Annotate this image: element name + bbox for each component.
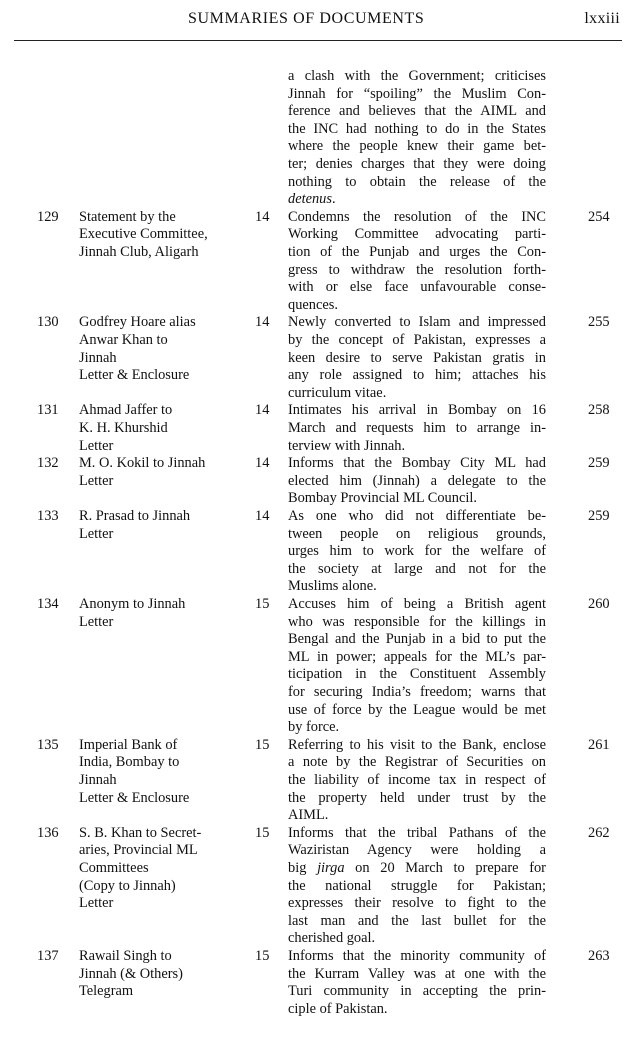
summary-line: a note by the Registrar of Securities on [288,754,546,771]
header-page-number: lxxiii [584,10,620,27]
entry-date: 14 [255,208,270,225]
entry-date: 14 [255,455,270,472]
header-rule [14,40,622,41]
summary-line: March and requests him to arrange in- [288,419,546,436]
entry-title-line: Anonym to Jinnah [79,595,186,612]
entry-title [79,596,249,631]
summary-line: by the concept of Pakistan, expresses a [288,331,546,348]
summary-line: Turi community in accepting the prin- [288,983,546,1000]
entry-title-line: Jinnah [79,771,117,788]
summary-line: Referring to his visit to the Bank, enclose [288,736,546,753]
summary-line: any role assigned to him; attaches his [288,367,546,384]
entry-page: 262 [588,824,610,841]
entry-date: 14 [255,314,270,331]
entry-title-line: Ahmad Jaffer to [79,402,173,419]
entry-number: 130 [37,314,59,331]
summary-line: ticipation in the Constituent Assembly [288,666,546,683]
entry-summary [288,209,546,315]
entry-title [79,948,249,1001]
entry-summary [288,508,546,596]
entry-title-line: Letter [79,525,114,542]
continued-summary [288,68,546,209]
summary-line: ML in power; appeals for the ML’s par- [288,648,546,665]
entry-page: 261 [588,736,610,753]
summary-line: the society at large and not for the [288,560,546,577]
entry-title-line: (Copy to Jinnah) [79,877,176,894]
header-title: SUMMARIES OF DOCUMENTS [188,10,425,27]
summary-line: Intimates his arrival in Bombay on 16 [288,402,546,419]
summary-line: the liability of income tax in respect of [288,771,546,788]
entry-title [79,825,249,913]
entry-number: 133 [37,507,59,524]
entry-date: 14 [255,402,270,419]
summary-line: detenus. [288,191,336,208]
entry-title-line: K. H. Khurshid [79,419,168,436]
document-entry [0,948,634,1018]
document-entry [0,455,634,508]
document-entry [0,209,634,315]
entry-date: 14 [255,507,270,524]
entry-number: 134 [37,595,59,612]
summary-line: terview with Jinnah. [288,437,406,454]
summary-line: expresses their resolve to fight to the [288,895,546,912]
entry-page: 255 [588,314,610,331]
entry-title-line: Letter [79,895,114,912]
continuation-row [0,68,634,209]
document-entry [0,508,634,596]
entry-title [79,209,249,262]
summary-line: quences. [288,296,338,313]
entry-number: 136 [37,824,59,841]
summary-line: tween people on religious grounds, [288,525,546,542]
summary-line: with or else face unfavourable conse- [288,279,546,296]
entry-page: 260 [588,595,610,612]
entry-summary [288,402,546,455]
summary-line: Working Committee advocating parti- [288,226,546,243]
summary-line: Condemns the resolution of the INC [288,208,546,225]
summary-line: the INC had nothing to do in the States [288,120,546,137]
summary-line: AIML. [288,807,329,824]
entry-title [79,314,249,384]
entry-title-line: Executive Committee, [79,226,208,243]
summary-line: who was responsible for the killings in [288,613,546,630]
document-entry [0,314,634,402]
document-summary-table [0,68,634,1018]
entry-title-line: M. O. Kokil to Jinnah [79,455,206,472]
summary-line: the Kurram Valley was at one with the [288,965,546,982]
summary-line: Newly converted to Islam and impressed [288,314,546,331]
summary-line: As one who did not differentiate be- [288,507,546,524]
entry-title-line: Letter [79,437,114,454]
entry-number: 131 [37,402,59,419]
summary-line: cherished goal. [288,930,376,947]
entry-date: 15 [255,824,270,841]
entry-page: 263 [588,947,610,964]
summary-line: the national struggle for Pakistan; [288,877,546,894]
entry-page: 258 [588,402,610,419]
summary-line: gress to withdraw the resolution forth- [288,261,546,278]
entry-summary [288,737,546,825]
document-entry [0,402,634,455]
entry-number: 137 [37,947,59,964]
document-entry [0,825,634,948]
document-entry [0,737,634,825]
entry-title-line: Letter & Enclosure [79,789,190,806]
entry-date: 15 [255,736,270,753]
entry-title [79,508,249,543]
summary-line: keen desire to serve Pakistan gratis in [288,349,546,366]
entry-date: 15 [255,595,270,612]
summary-line: Informs that the minority community of [288,947,546,964]
entry-title-line: Telegram [79,983,134,1000]
summary-line: Jinnah for “spoiling” the Muslim Con- [288,85,546,102]
entry-date: 15 [255,947,270,964]
summary-line: a clash with the Government; criticises [288,68,546,84]
entry-summary [288,948,546,1018]
entry-title-line: Letter & Enclosure [79,367,190,384]
entry-summary [288,455,546,508]
entry-title-line: Letter [79,613,114,630]
entry-title-line: Godfrey Hoare alias [79,314,196,331]
summary-line: big jirga on 20 March to prepare for [288,859,546,876]
summary-line: Waziristan Agency were holding a [288,842,546,859]
entry-title-line: India, Bombay to [79,754,180,771]
entry-title-line: Anwar Khan to [79,331,168,348]
entry-number: 135 [37,736,59,753]
summary-line: urges him to work for the welfare of [288,543,546,560]
entry-title [79,455,249,490]
entry-summary [288,825,546,948]
entry-title [79,737,249,807]
summary-line: curriculum vitae. [288,384,387,401]
entry-title-line: Letter [79,472,114,489]
entry-title-line: Statement by the [79,208,176,225]
entry-title-line: Jinnah Club, Aligarh [79,243,199,260]
entry-number: 132 [37,455,59,472]
entry-title-line: Rawail Singh to [79,947,172,964]
summary-line: ciple of Pakistan. [288,1000,388,1017]
running-header [18,10,620,34]
entry-number: 129 [37,208,59,225]
entry-summary [288,314,546,402]
summary-line: where the people knew their game bet- [288,138,546,155]
entry-summary [288,596,546,737]
document-entry [0,596,634,737]
entry-page: 254 [588,208,610,225]
entry-title-line: Jinnah [79,349,117,366]
summary-line: Informs that the Bombay City ML had [288,455,546,472]
entry-page: 259 [588,455,610,472]
entry-page: 259 [588,507,610,524]
entry-title-line: S. B. Khan to Secret- [79,824,202,841]
summary-line: Informs that the tribal Pathans of the [288,824,546,841]
summary-line: the property held under trust by the [288,789,546,806]
summary-line: use of force by the League would be met [288,701,546,718]
summary-line: for securing India’s freedom; warns that [288,683,546,700]
summary-line: Muslims alone. [288,578,377,595]
summary-line: by force. [288,719,340,736]
summary-line: last man and the last bullet for the [288,912,546,929]
summary-line: Bengal and the Punjab in a bid to put the [288,631,546,648]
summary-line: Accuses him of being a British agent [288,595,546,612]
summary-line: nothing to obtain the release of the [288,173,546,190]
summary-line: elected him (Jinnah) a delegate to the [288,472,546,489]
summary-line: ference and believes that the AIML and [288,103,546,120]
entry-title-line: aries, Provincial ML [79,842,198,859]
summary-line: Bombay Provincial ML Council. [288,490,477,507]
entry-title [79,402,249,455]
summary-line: tion of the Punjab and urges the Con- [288,243,546,260]
entry-title-line: Jinnah (& Others) [79,965,183,982]
entry-title-line: R. Prasad to Jinnah [79,507,191,524]
entry-title-line: Committees [79,859,149,876]
summary-line: ter; denies charges that they were doing [288,155,546,172]
entry-title-line: Imperial Bank of [79,736,178,753]
